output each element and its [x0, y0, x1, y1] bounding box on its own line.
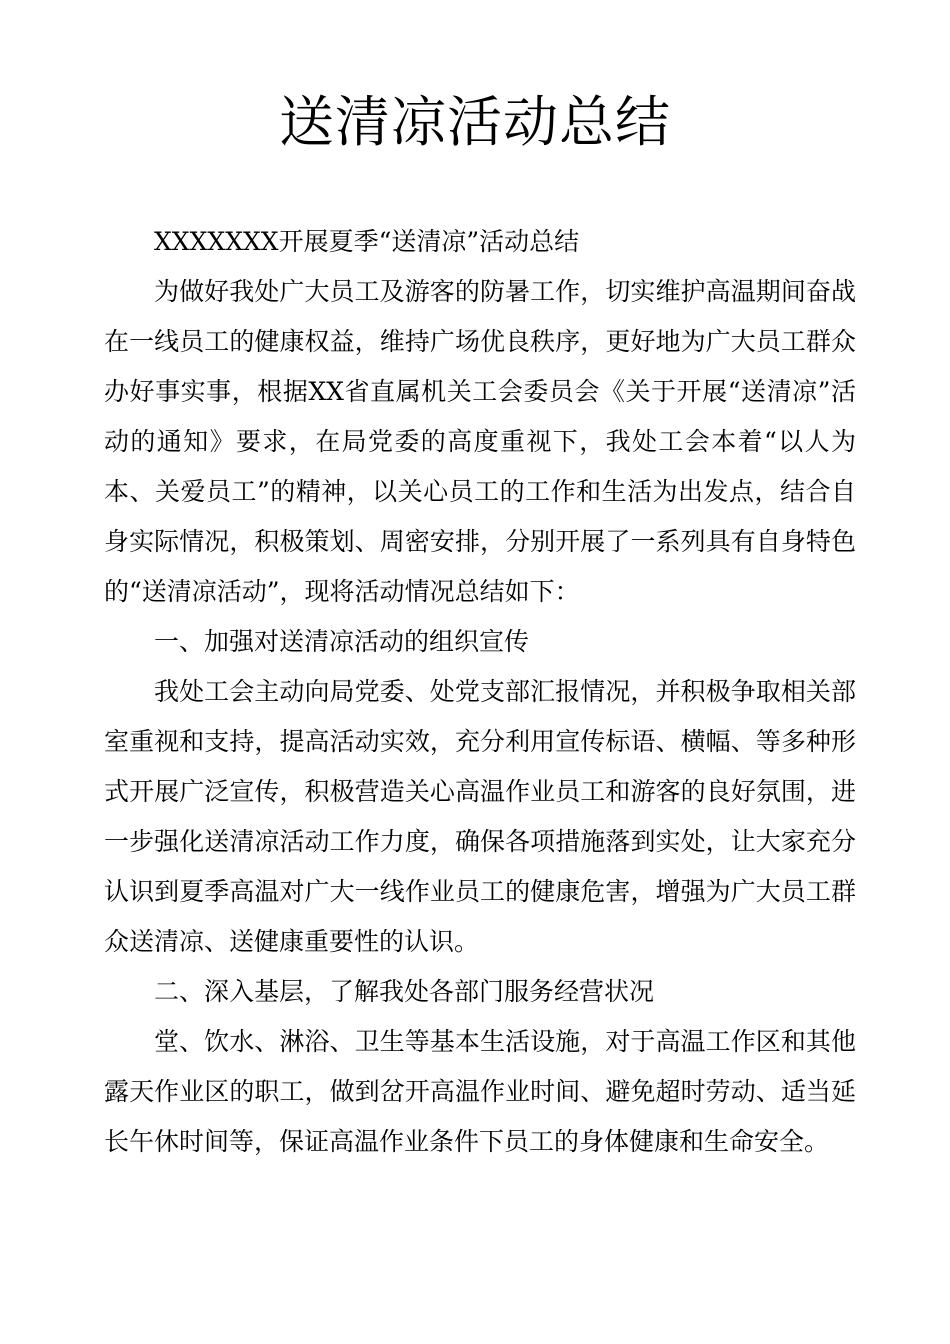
- paragraph-section-1: 我处工会主动向局党委、处党支部汇报情况，并积极争取相关部室重视和支持，提高活动实效，充分利用宣传标语、横幅、等多种形式开展广泛宣传，积极营造关心高温作业员工和游客的良好氛围，进一步强化送清凉活动工作力度，确保各项措施落到实处，让大家充分认识到夏季高温对广大一线作业员工的健康危害，增强为广大员工群众送清凉、送健康重要性的认识。: [104, 677, 856, 956]
- document-subtitle: XXXXXXX开展夏季“送清凉”活动总结: [154, 227, 580, 256]
- paragraph-section-2: 堂、饮水、淋浴、卫生等基本生活设施，对于高温工作区和其他露天作业区的职工，做到岔开高温作业时间、避免超时劳动、适当延长午休时间等，保证高温作业条件下员工的身体健康和生命安全。: [104, 1027, 856, 1156]
- section-heading-1: 一、加强对送清凉活动的组织宣传: [154, 627, 530, 656]
- section-heading-2: 二、深入基层，了解我处各部门服务经营状况: [154, 977, 655, 1006]
- document-body: [104, 217, 856, 1167]
- paragraph-intro: 为做好我处广大员工及游客的防暑工作，切实维护高温期间奋战在一线员工的健康权益，维持广场优良秩序，更好地为广大员工群众办好事实事，根据XX省直属机关工会委员会《关于开展“送清凉”活动的通知》要求，在局党委的高度重视下，我处工会本着“以人为本、关爱员工”的精神，以关心员工的工作和生活为出发点，结合自身实际情况，积极策划、周密安排，分别开展了一系列具有自身特色的“送清凉活动”，现将活动情况总结如下：: [104, 277, 856, 606]
- document-title: 送清凉活动总结: [278, 90, 671, 154]
